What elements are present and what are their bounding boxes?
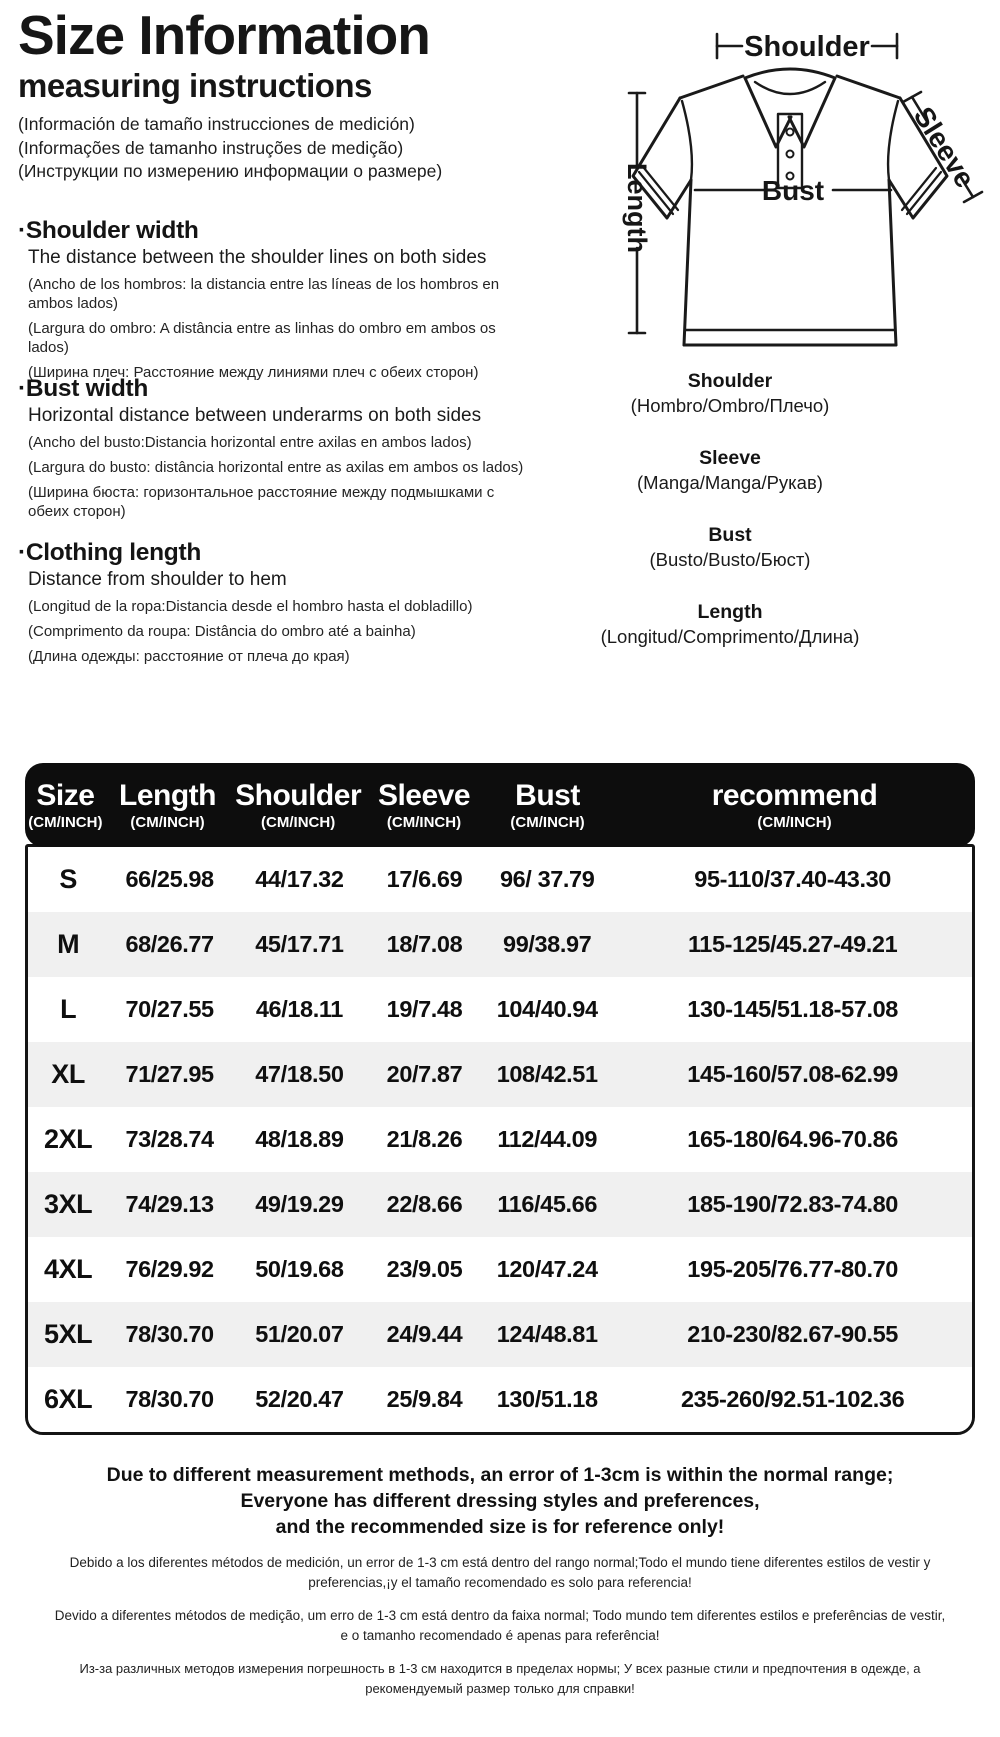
cell-bust: 104/40.94	[496, 996, 598, 1022]
section-translation-pt: (Largura do ombro: A distância entre as linhas do ombro em ambos os lados)	[28, 320, 496, 356]
column-label: recommend	[711, 779, 878, 812]
cell-sleeve: 25/9.84	[386, 1386, 463, 1412]
legend-translation: (Manga/Manga/Рукав)	[637, 472, 823, 493]
cell-length: 78/30.70	[125, 1386, 214, 1412]
section-translation-ru: (Ширина плеч: Расстояние между линиями плеч с обеих сторон)	[28, 364, 479, 381]
column-header-recommend	[614, 779, 975, 831]
cell-size: 3XL	[43, 1189, 93, 1219]
column-unit: (CM/INCH)	[28, 814, 103, 831]
size-table-body	[25, 844, 975, 1435]
diagram-shoulder-label: Shoulder	[744, 31, 870, 63]
column-label: Length	[119, 779, 216, 812]
section-translation-ru: (Длина одежды: расстояние от плеча до края)	[28, 648, 350, 665]
cell-shoulder: 46/18.11	[255, 996, 343, 1022]
subtitle-translation-pt: (Informações de tamanho instruções de medição)	[18, 137, 404, 158]
cell-length: 70/27.55	[125, 996, 214, 1022]
cell-size: 5XL	[43, 1319, 93, 1349]
page-title: Size Information	[18, 4, 430, 66]
cell-length: 68/26.77	[125, 931, 214, 957]
table-row-5xl	[28, 1302, 972, 1367]
column-unit: (CM/INCH)	[261, 814, 336, 831]
section-translation-es: (Ancho del busto:Distancia horizontal entre axilas en ambos lados)	[28, 434, 472, 451]
cell-shoulder: 49/19.29	[255, 1191, 344, 1217]
section-translation-es: (Longitud de la ropa:Distancia desde el hombro hasta el dobladillo)	[28, 598, 473, 615]
button-icon	[787, 129, 794, 136]
cell-sleeve: 23/9.05	[386, 1256, 463, 1282]
cell-sleeve: 22/8.66	[386, 1191, 463, 1217]
disclaimer-en-line2: Everyone has different dressing styles and preferences,	[240, 1490, 760, 1512]
column-label: Size	[36, 779, 95, 812]
section-description: Distance from shoulder to hem	[28, 569, 287, 590]
column-header-sleeve	[367, 779, 481, 831]
section-shoulder-width	[18, 218, 525, 388]
column-header-shoulder	[229, 779, 367, 831]
cell-sleeve: 24/9.44	[386, 1321, 463, 1347]
cell-bust: 99/38.97	[503, 931, 592, 957]
legend-translation: (Hombro/Ombro/Плечо)	[630, 395, 830, 416]
cell-recommend: 185-190/72.83-74.80	[687, 1191, 898, 1217]
page-subtitle: measuring instructions	[18, 67, 372, 104]
table-row-2xl	[28, 1107, 972, 1172]
cell-shoulder: 45/17.71	[255, 931, 344, 957]
section-title: ·Clothing length	[18, 539, 201, 566]
legend-term: Length	[697, 601, 763, 623]
section-title: ·Bust width	[18, 375, 149, 402]
disclaimer-pt: Devido a diferentes métodos de medição, um erro de 1-3 cm está dentro da faixa normal; Todo mundo tem diferentes estilos e preferências de vestir, e o tamanho recomendado é apenas para referência!	[54, 1608, 946, 1643]
section-clothing-length	[18, 540, 525, 672]
cell-shoulder: 48/18.89	[255, 1126, 344, 1152]
section-bust-width	[18, 376, 525, 527]
cell-size: 6XL	[43, 1384, 93, 1414]
legend-term: Shoulder	[687, 370, 773, 392]
cell-size: M	[57, 929, 80, 959]
cell-size: XL	[51, 1059, 85, 1089]
size-table	[25, 763, 975, 1435]
button-icon	[787, 151, 794, 158]
section-description: Horizontal distance between underarms on both sides	[28, 405, 482, 426]
disclaimer-ru: Из-за различных методов измерения погрешность в 1-3 см находится в пределах нормы; У всех разные стили и предпочтения в одежде, а рекомендуемый размер только для справки!	[79, 1661, 921, 1696]
legend-translation: (Longitud/Comprimento/Длина)	[600, 626, 860, 647]
cell-recommend: 115-125/45.27-49.21	[687, 931, 898, 957]
cell-recommend: 130-145/51.18-57.08	[687, 996, 898, 1022]
cell-bust: 112/44.09	[497, 1126, 597, 1152]
legend-term: Bust	[708, 524, 752, 546]
table-row-m	[28, 912, 972, 977]
table-row-l	[28, 977, 972, 1042]
cell-sleeve: 20/7.87	[386, 1061, 463, 1087]
cell-length: 74/29.13	[125, 1191, 214, 1217]
cell-length: 76/29.92	[125, 1256, 214, 1282]
cell-length: 66/25.98	[125, 866, 214, 892]
cell-bust: 116/45.66	[497, 1191, 597, 1217]
column-header-size	[25, 779, 106, 831]
cell-sleeve: 19/7.48	[386, 996, 463, 1022]
cell-length: 71/27.95	[125, 1061, 214, 1087]
legend-item-bust	[545, 524, 915, 571]
table-row-3xl	[28, 1172, 972, 1237]
size-table-header	[25, 763, 975, 847]
polo-shirt-diagram	[545, 8, 995, 363]
column-unit: (CM/INCH)	[130, 814, 205, 831]
column-label: Bust	[515, 779, 580, 812]
disclaimer-notes	[0, 1462, 1000, 1699]
cell-bust: 124/48.81	[496, 1321, 598, 1347]
cell-sleeve: 17/6.69	[386, 866, 463, 892]
cell-sleeve: 21/8.26	[386, 1126, 463, 1152]
column-unit: (CM/INCH)	[757, 814, 832, 831]
cell-bust: 130/51.18	[496, 1386, 598, 1412]
diagram-sleeve-label: Sleeve	[907, 101, 981, 194]
cell-shoulder: 50/19.68	[255, 1256, 344, 1282]
subtitle-translation-ru: (Инструкции по измерению информации о размере)	[18, 161, 443, 181]
cell-size: S	[59, 864, 77, 894]
table-row-4xl	[28, 1237, 972, 1302]
disclaimer-es: Debido a los diferentes métodos de medición, un error de 1-3 cm está dentro del rango normal;Todo el mundo tiene diferentes estilos de vestir y preferencias,¡y el tamaño recomendado es solo para referencia!	[69, 1555, 931, 1590]
page-header	[18, 4, 538, 184]
column-label: Sleeve	[377, 779, 471, 812]
column-unit: (CM/INCH)	[386, 814, 462, 831]
cell-shoulder: 51/20.07	[255, 1321, 344, 1347]
section-description: The distance between the shoulder lines on both sides	[28, 247, 487, 268]
cell-recommend: 95-110/37.40-43.30	[694, 866, 891, 892]
column-label: Shoulder	[235, 779, 362, 812]
section-translation-ru: (Ширина бюста: горизонтальное расстояние между подмышками с обеих сторон)	[28, 484, 495, 520]
table-row-s	[28, 847, 972, 912]
column-unit: (CM/INCH)	[510, 814, 585, 831]
column-header-length	[106, 779, 230, 831]
cell-bust: 96/ 37.79	[499, 866, 595, 892]
diagram-bust-label: Bust	[761, 175, 825, 206]
legend-item-sleeve	[545, 447, 915, 494]
disclaimer-en-line3: and the recommended size is for reference only!	[275, 1516, 725, 1538]
cell-shoulder: 44/17.32	[255, 866, 344, 892]
legend-term: Sleeve	[699, 447, 761, 469]
cell-shoulder: 47/18.50	[255, 1061, 344, 1087]
cell-length: 78/30.70	[125, 1321, 214, 1347]
legend-item-shoulder	[545, 370, 915, 417]
section-translation-pt: (Comprimento da roupa: Distância do ombro até a bainha)	[28, 623, 416, 640]
legend-translation: (Busto/Busto/Бюст)	[649, 549, 811, 570]
cell-recommend: 165-180/64.96-70.86	[687, 1126, 898, 1152]
cell-bust: 120/47.24	[496, 1256, 598, 1282]
section-title: ·Shoulder width	[18, 217, 199, 244]
table-row-xl	[28, 1042, 972, 1107]
cell-length: 73/28.74	[125, 1126, 214, 1152]
disclaimer-en-line1: Due to different measurement methods, an error of 1-3cm is within the normal range;	[106, 1464, 894, 1486]
cell-recommend: 235-260/92.51-102.36	[680, 1386, 905, 1412]
section-translation-es: (Ancho de los hombros: la distancia entre las líneas de los hombros en ambos lados)	[28, 276, 500, 312]
cell-size: 4XL	[43, 1254, 93, 1284]
column-header-bust	[481, 779, 614, 831]
cell-size: L	[60, 994, 77, 1024]
cell-size: 2XL	[43, 1124, 93, 1154]
cell-sleeve: 18/7.08	[386, 931, 463, 957]
section-translation-pt: (Largura do busto: distância horizontal entre as axilas em ambos os lados)	[28, 459, 524, 476]
cell-bust: 108/42.51	[496, 1061, 598, 1087]
cell-recommend: 195-205/76.77-80.70	[687, 1256, 898, 1282]
table-row-6xl	[28, 1367, 972, 1432]
cell-recommend: 145-160/57.08-62.99	[687, 1061, 898, 1087]
cell-recommend: 210-230/82.67-90.55	[687, 1321, 898, 1347]
legend-item-length	[545, 601, 915, 648]
cell-shoulder: 52/20.47	[255, 1386, 344, 1412]
diagram-length-label: Length	[622, 163, 652, 253]
subtitle-translation-es: (Información de tamaño instrucciones de medición)	[18, 114, 415, 134]
